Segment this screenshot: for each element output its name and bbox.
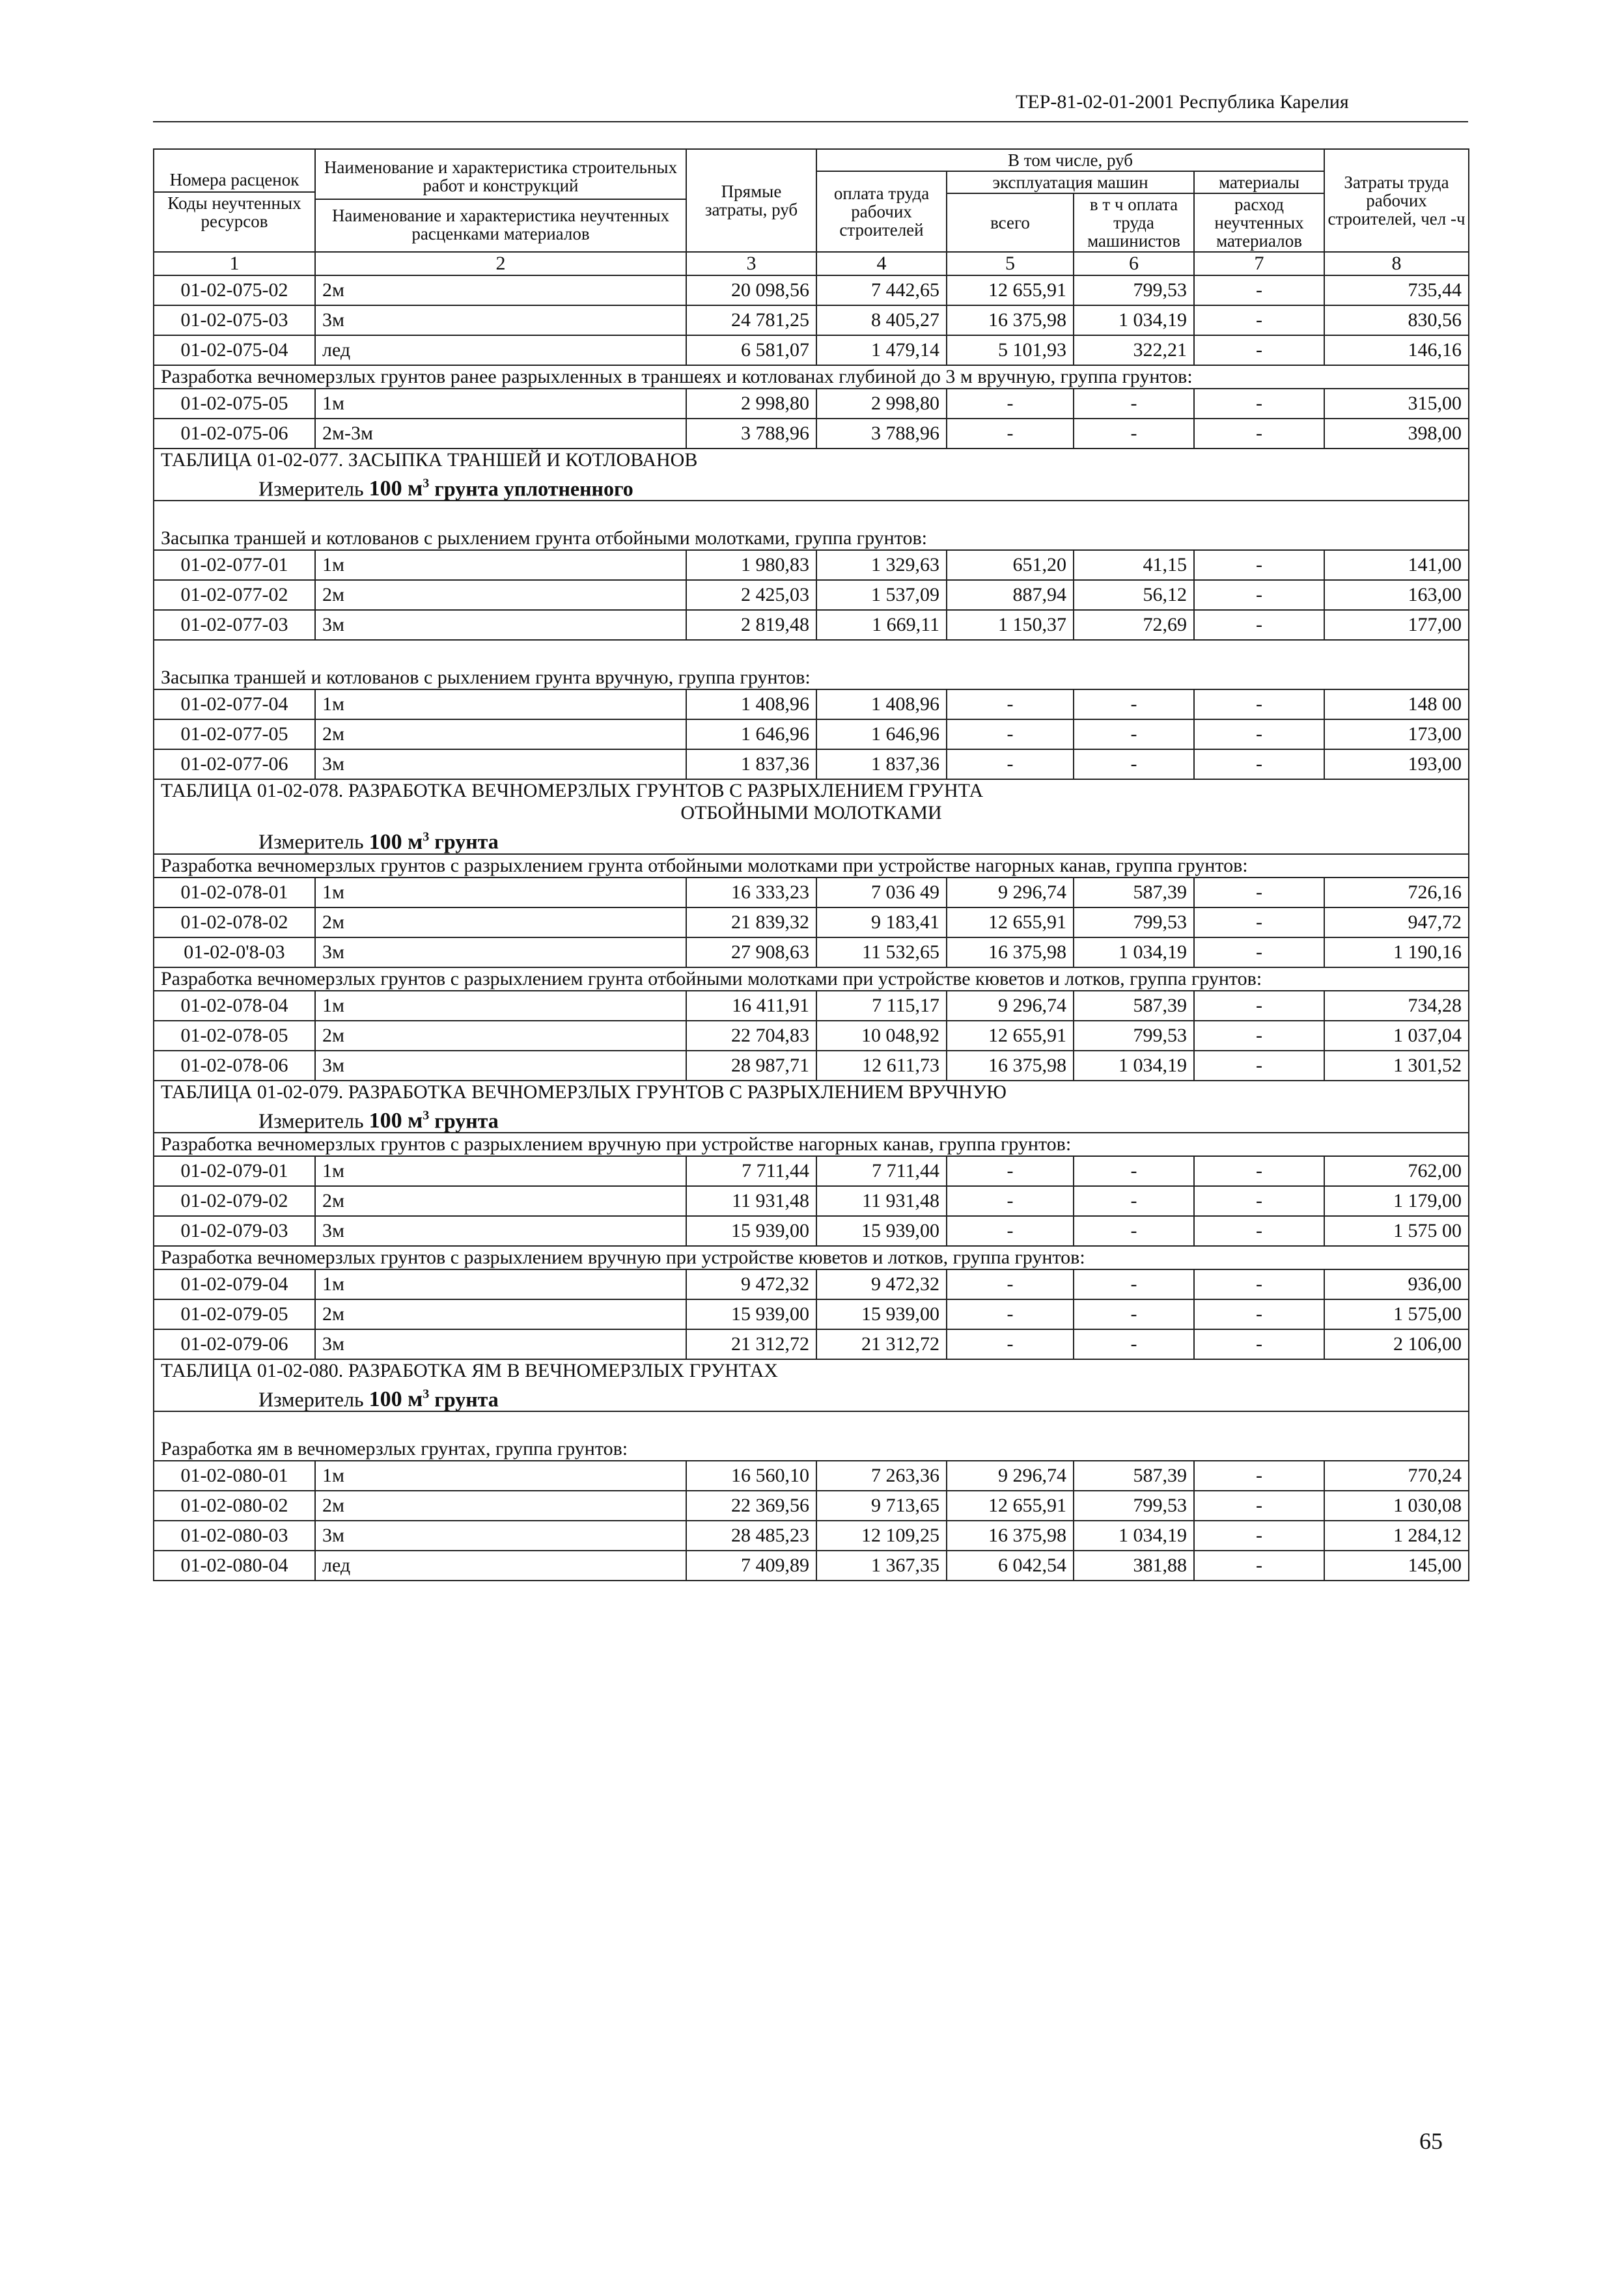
header-name: Наименование и характеристика строительных работ и конструкций Наименование и характеристика неучтенных расценками материалов [315,149,686,252]
table-title-text: ТАБЛИЦА 01-02-080. РАЗРАБОТКА ЯМ В ВЕЧНОМЕРЗЛЫХ ГРУНТАХ [161,1359,778,1381]
direct-costs-cell: 28 987,71 [686,1051,816,1081]
worker-pay-cell: 1 329,63 [816,550,947,580]
page-number: 65 [1419,2128,1443,2154]
direct-costs-cell: 22 704,83 [686,1021,816,1051]
table-row [154,1551,1469,1581]
machines-total-cell: 12 655,91 [947,275,1074,305]
worker-pay-cell: 12 109,25 [816,1521,947,1551]
material-use-cell: - [1194,1329,1324,1359]
work-name-cell: 1м [315,991,686,1021]
work-name-cell: 2м [315,719,686,749]
rate-code-cell: 01-02-0'8-03 [154,937,315,967]
work-name-cell: 3м [315,610,686,640]
table-row [154,550,1469,580]
labor-hours-cell: 315,00 [1324,389,1469,419]
table-title-text: ОТБОЙНЫМИ МОЛОТКАМИ [680,802,942,824]
rate-code-cell: 01-02-078-01 [154,878,315,907]
machines-total-cell: 16 375,98 [947,937,1074,967]
machinist-pay-cell: - [1074,719,1194,749]
machines-total-cell: 9 296,74 [947,1461,1074,1491]
worker-pay-cell: 8 405,27 [816,305,947,335]
direct-costs-cell: 11 931,48 [686,1186,816,1216]
table-title-text: ТАБЛИЦА 01-02-078. РАЗРАБОТКА ВЕЧНОМЕРЗЛЫХ ГРУНТОВ С РАЗРЫХЛЕНИЕМ ГРУНТА [161,780,984,802]
machines-total-cell: 12 655,91 [947,1021,1074,1051]
material-use-cell: - [1194,1156,1324,1186]
header-worker-pay: оплата труда рабочих строителей [816,171,947,252]
material-use-cell: - [1194,1521,1324,1551]
table-row [154,1156,1469,1186]
machinist-pay-cell: 799,53 [1074,1021,1194,1051]
direct-costs-cell: 2 819,48 [686,610,816,640]
machines-total-cell: 6 042,54 [947,1551,1074,1581]
labor-hours-cell: 1 284,12 [1324,1521,1469,1551]
labor-hours-cell: 1 575 00 [1324,1216,1469,1246]
machines-total-cell: 12 655,91 [947,907,1074,937]
material-use-cell: - [1194,1051,1324,1081]
worker-pay-cell: 21 312,72 [816,1329,947,1359]
direct-costs-cell: 24 781,25 [686,305,816,335]
machines-total-cell: 9 296,74 [947,991,1074,1021]
table-row [154,1461,1469,1491]
machines-total-cell: - [947,1269,1074,1299]
worker-pay-cell: 1 537,09 [816,580,947,610]
direct-costs-cell: 15 939,00 [686,1299,816,1329]
labor-hours-cell: 1 037,04 [1324,1021,1469,1051]
rate-code-cell: 01-02-079-06 [154,1329,315,1359]
material-use-cell: - [1194,937,1324,967]
section-heading: Засыпка траншей и котлованов с рыхлением грунта вручную, группа грунтов: [154,640,1469,689]
machines-total-cell: - [947,749,1074,779]
material-use-cell: - [1194,749,1324,779]
table-row [154,719,1469,749]
direct-costs-cell: 21 839,32 [686,907,816,937]
labor-hours-cell: 1 030,08 [1324,1491,1469,1521]
worker-pay-cell: 1 646,96 [816,719,947,749]
running-head: ТЕР-81-02-01-2001 Республика Карелия [1016,91,1349,113]
direct-costs-cell: 20 098,56 [686,275,816,305]
direct-costs-cell: 27 908,63 [686,937,816,967]
direct-costs-cell: 1 837,36 [686,749,816,779]
table-title-text: ТАБЛИЦА 01-02-079. РАЗРАБОТКА ВЕЧНОМЕРЗЛЫХ ГРУНТОВ С РАЗРЫХЛЕНИЕМ ВРУЧНУЮ [161,1081,1007,1103]
direct-costs-cell: 16 411,91 [686,991,816,1021]
section-heading: Разработка вечномерзлых грунтов с разрыхлением вручную при устройстве нагорных канав, группа грунтов: [154,1133,1469,1156]
worker-pay-cell: 11 532,65 [816,937,947,967]
labor-hours-cell: 163,00 [1324,580,1469,610]
machinist-pay-cell: 41,15 [1074,550,1194,580]
table-title [154,1081,1469,1133]
rate-code-cell: 01-02-077-04 [154,689,315,719]
column-index: 6 [1074,252,1194,275]
labor-hours-cell: 148 00 [1324,689,1469,719]
labor-hours-cell: 770,24 [1324,1461,1469,1491]
table-row [154,1269,1469,1299]
column-index: 2 [315,252,686,275]
labor-hours-cell: 141,00 [1324,550,1469,580]
table-row [154,1299,1469,1329]
work-name-cell: 2м-3м [315,419,686,449]
work-name-cell: 2м [315,1021,686,1051]
material-use-cell: - [1194,419,1324,449]
worker-pay-cell: 1 367,35 [816,1551,947,1581]
column-index: 4 [816,252,947,275]
section-heading: Разработка вечномерзлых грунтов ранее разрыхленных в траншеях и котлованах глубиной до 3 м вручную, группа грунтов: [154,365,1469,389]
rate-code-cell: 01-02-075-02 [154,275,315,305]
column-index: 1 [154,252,315,275]
labor-hours-cell: 830,56 [1324,305,1469,335]
table-row [154,335,1469,365]
machinist-pay-cell: 56,12 [1074,580,1194,610]
table-row [154,1216,1469,1246]
machinist-pay-cell: - [1074,1186,1194,1216]
direct-costs-cell: 1 646,96 [686,719,816,749]
machines-total-cell: 9 296,74 [947,878,1074,907]
header-labor: Затраты труда рабочих строителей, чел -ч [1324,149,1469,252]
table-row [154,878,1469,907]
direct-costs-cell: 1 408,96 [686,689,816,719]
rate-code-cell: 01-02-078-02 [154,907,315,937]
labor-hours-cell: 947,72 [1324,907,1469,937]
table-row [154,1329,1469,1359]
work-name-cell: 2м [315,1186,686,1216]
material-use-cell: - [1194,1299,1324,1329]
header-machines-total: всего [947,193,1074,252]
machines-total-cell: - [947,1156,1074,1186]
column-index: 7 [1194,252,1324,275]
column-index: 5 [947,252,1074,275]
header-direct-costs: Прямые затраты, руб [686,149,816,252]
work-name-cell: 3м [315,1051,686,1081]
machines-total-cell: 5 101,93 [947,335,1074,365]
work-name-cell: 2м [315,275,686,305]
table-row [154,1051,1469,1081]
machinist-pay-cell: - [1074,1269,1194,1299]
labor-hours-cell: 193,00 [1324,749,1469,779]
material-use-cell: - [1194,305,1324,335]
labor-hours-cell: 173,00 [1324,719,1469,749]
section-heading: Разработка ям в вечномерзлых грунтах, группа грунтов: [154,1411,1469,1461]
machinist-pay-cell: 1 034,19 [1074,1051,1194,1081]
machinist-pay-cell: 1 034,19 [1074,937,1194,967]
machinist-pay-cell: - [1074,689,1194,719]
worker-pay-cell: 9 183,41 [816,907,947,937]
material-use-cell: - [1194,878,1324,907]
machinist-pay-cell: 1 034,19 [1074,1521,1194,1551]
direct-costs-cell: 1 980,83 [686,550,816,580]
work-name-cell: 3м [315,1216,686,1246]
direct-costs-cell: 16 560,10 [686,1461,816,1491]
machinist-pay-cell: - [1074,1156,1194,1186]
rate-code-cell: 01-02-075-04 [154,335,315,365]
work-name-cell: 3м [315,305,686,335]
direct-costs-cell: 6 581,07 [686,335,816,365]
work-name-cell: 2м [315,907,686,937]
material-use-cell: - [1194,550,1324,580]
table-row [154,1186,1469,1216]
direct-costs-cell: 16 333,23 [686,878,816,907]
material-use-cell: - [1194,719,1324,749]
material-use-cell: - [1194,907,1324,937]
worker-pay-cell: 7 711,44 [816,1156,947,1186]
work-name-cell: 1м [315,1461,686,1491]
labor-hours-cell: 2 106,00 [1324,1329,1469,1359]
machinist-pay-cell: 799,53 [1074,275,1194,305]
measurement-unit: Измеритель 100 $м^3$ грунта [258,1387,499,1412]
worker-pay-cell: 12 611,73 [816,1051,947,1081]
work-name-cell: 2м [315,580,686,610]
material-use-cell: - [1194,1461,1324,1491]
direct-costs-cell: 22 369,56 [686,1491,816,1521]
machinist-pay-cell: 799,53 [1074,1491,1194,1521]
table-title-text: ТАБЛИЦА 01-02-077. ЗАСЫПКА ТРАНШЕЙ И КОТЛОВАНОВ [161,449,698,471]
labor-hours-cell: 145,00 [1324,1551,1469,1581]
material-use-cell: - [1194,1491,1324,1521]
table-row [154,1521,1469,1551]
rate-code-cell: 01-02-079-05 [154,1299,315,1329]
material-use-cell: - [1194,1021,1324,1051]
section-heading: Засыпка траншей и котлованов с рыхлением грунта отбойными молотками, группа грунтов: [154,501,1469,550]
labor-hours-cell: 734,28 [1324,991,1469,1021]
work-name-cell: 3м [315,1521,686,1551]
table-title [154,1359,1469,1411]
header-materials: материалы [1194,171,1324,193]
machines-total-cell: - [947,719,1074,749]
header-machines: эксплуатация машин [947,171,1194,193]
worker-pay-cell: 9 713,65 [816,1491,947,1521]
direct-costs-cell: 3 788,96 [686,419,816,449]
table-title [154,449,1469,501]
material-use-cell: - [1194,580,1324,610]
worker-pay-cell: 7 442,65 [816,275,947,305]
work-name-cell: лед [315,1551,686,1581]
section-heading: Разработка вечномерзлых грунтов с разрыхлением грунта отбойными молотками при устройстве кюветов и лотков, группа грунтов: [154,967,1469,991]
worker-pay-cell: 10 048,92 [816,1021,947,1051]
labor-hours-cell: 936,00 [1324,1269,1469,1299]
machinist-pay-cell: - [1074,1329,1194,1359]
header-rule [153,121,1468,122]
section-heading: Разработка вечномерзлых грунтов с разрыхлением грунта отбойными молотками при устройстве нагорных канав, группа грунтов: [154,854,1469,878]
worker-pay-cell: 9 472,32 [816,1269,947,1299]
worker-pay-cell: 15 939,00 [816,1299,947,1329]
measurement-unit: Измеритель 100 $м^3$ грунта [258,1108,499,1133]
rate-code-cell: 01-02-077-01 [154,550,315,580]
material-use-cell: - [1194,1269,1324,1299]
rate-code-cell: 01-02-080-03 [154,1521,315,1551]
worker-pay-cell: 2 998,80 [816,389,947,419]
material-use-cell: - [1194,689,1324,719]
table-row [154,580,1469,610]
rate-code-cell: 01-02-079-01 [154,1156,315,1186]
table-row [154,305,1469,335]
machines-total-cell: - [947,1216,1074,1246]
header-codes: Номера расценок Коды неучтенных ресурсов [154,149,315,252]
machinist-pay-cell: - [1074,1299,1194,1329]
rate-code-cell: 01-02-077-05 [154,719,315,749]
table-row [154,937,1469,967]
work-name-cell: 2м [315,1299,686,1329]
machinist-pay-cell: - [1074,1216,1194,1246]
machinist-pay-cell: 587,39 [1074,991,1194,1021]
rate-code-cell: 01-02-077-03 [154,610,315,640]
work-name-cell: 3м [315,937,686,967]
labor-hours-cell: 1 301,52 [1324,1051,1469,1081]
machines-total-cell: - [947,1186,1074,1216]
column-index: 8 [1324,252,1469,275]
work-name-cell: 1м [315,878,686,907]
table-row [154,689,1469,719]
machines-total-cell: 651,20 [947,550,1074,580]
machines-total-cell: - [947,419,1074,449]
machines-total-cell: 16 375,98 [947,1521,1074,1551]
rate-code-cell: 01-02-079-03 [154,1216,315,1246]
machinist-pay-cell: 587,39 [1074,1461,1194,1491]
machines-total-cell: 16 375,98 [947,305,1074,335]
rate-code-cell: 01-02-075-06 [154,419,315,449]
machinist-pay-cell: 799,53 [1074,907,1194,937]
work-name-cell: 2м [315,1491,686,1521]
machinist-pay-cell: 381,88 [1074,1551,1194,1581]
worker-pay-cell: 1 669,11 [816,610,947,640]
machinist-pay-cell: - [1074,419,1194,449]
labor-hours-cell: 177,00 [1324,610,1469,640]
table-row [154,610,1469,640]
section-heading: Разработка вечномерзлых грунтов с разрыхлением вручную при устройстве кюветов и лотков, группа грунтов: [154,1246,1469,1269]
labor-hours-cell: 735,44 [1324,275,1469,305]
labor-hours-cell: 726,16 [1324,878,1469,907]
measurement-unit: Измеритель 100 $м^3$ грунта [258,829,499,854]
table-row [154,991,1469,1021]
work-name-cell: 1м [315,389,686,419]
material-use-cell: - [1194,335,1324,365]
machines-total-cell: 887,94 [947,580,1074,610]
work-name-cell: 1м [315,689,686,719]
machines-total-cell: - [947,389,1074,419]
rate-code-cell: 01-02-080-02 [154,1491,315,1521]
worker-pay-cell: 3 788,96 [816,419,947,449]
rate-code-cell: 01-02-079-04 [154,1269,315,1299]
machinist-pay-cell: 587,39 [1074,878,1194,907]
worker-pay-cell: 7 036 49 [816,878,947,907]
material-use-cell: - [1194,275,1324,305]
header-material-use: расход неучтенных материалов [1194,193,1324,252]
machines-total-cell: - [947,689,1074,719]
machines-total-cell: 16 375,98 [947,1051,1074,1081]
labor-hours-cell: 1 575,00 [1324,1299,1469,1329]
material-use-cell: - [1194,389,1324,419]
measurement-unit: Измеритель 100 $м^3$ грунта уплотненного [258,477,633,501]
rate-code-cell: 01-02-079-02 [154,1186,315,1216]
direct-costs-cell: 2 425,03 [686,580,816,610]
work-name-cell: 1м [315,1156,686,1186]
rate-code-cell: 01-02-077-02 [154,580,315,610]
rate-code-cell: 01-02-075-05 [154,389,315,419]
direct-costs-cell: 9 472,32 [686,1269,816,1299]
machines-total-cell: 1 150,37 [947,610,1074,640]
material-use-cell: - [1194,991,1324,1021]
rate-code-cell: 01-02-080-01 [154,1461,315,1491]
rates-table [153,148,1469,1581]
table-row [154,1021,1469,1051]
work-name-cell: лед [315,335,686,365]
rate-code-cell: 01-02-080-04 [154,1551,315,1581]
work-name-cell: 1м [315,1269,686,1299]
direct-costs-cell: 7 711,44 [686,1156,816,1186]
labor-hours-cell: 762,00 [1324,1156,1469,1186]
labor-hours-cell: 398,00 [1324,419,1469,449]
labor-hours-cell: 1 190,16 [1324,937,1469,967]
table-row [154,1491,1469,1521]
material-use-cell: - [1194,610,1324,640]
worker-pay-cell: 1 408,96 [816,689,947,719]
labor-hours-cell: 1 179,00 [1324,1186,1469,1216]
machinist-pay-cell: 1 034,19 [1074,305,1194,335]
worker-pay-cell: 15 939,00 [816,1216,947,1246]
worker-pay-cell: 11 931,48 [816,1186,947,1216]
worker-pay-cell: 1 479,14 [816,335,947,365]
rate-code-cell: 01-02-078-05 [154,1021,315,1051]
material-use-cell: - [1194,1186,1324,1216]
table-row [154,419,1469,449]
machines-total-cell: - [947,1329,1074,1359]
work-name-cell: 3м [315,1329,686,1359]
work-name-cell: 3м [315,749,686,779]
rate-code-cell: 01-02-075-03 [154,305,315,335]
machinist-pay-cell: - [1074,389,1194,419]
machinist-pay-cell: 72,69 [1074,610,1194,640]
rate-code-cell: 01-02-078-04 [154,991,315,1021]
table-row [154,275,1469,305]
direct-costs-cell: 15 939,00 [686,1216,816,1246]
direct-costs-cell: 28 485,23 [686,1521,816,1551]
direct-costs-cell: 21 312,72 [686,1329,816,1359]
rate-code-cell: 01-02-078-06 [154,1051,315,1081]
column-index: 3 [686,252,816,275]
worker-pay-cell: 7 263,36 [816,1461,947,1491]
table-title [154,779,1469,853]
material-use-cell: - [1194,1551,1324,1581]
machines-total-cell: - [947,1299,1074,1329]
direct-costs-cell: 7 409,89 [686,1551,816,1581]
work-name-cell: 1м [315,550,686,580]
machinist-pay-cell: - [1074,749,1194,779]
table-row [154,907,1469,937]
table-row [154,749,1469,779]
header-including: В том числе, руб [816,149,1324,171]
machines-total-cell: 12 655,91 [947,1491,1074,1521]
labor-hours-cell: 146,16 [1324,335,1469,365]
material-use-cell: - [1194,1216,1324,1246]
table-row [154,389,1469,419]
machinist-pay-cell: 322,21 [1074,335,1194,365]
direct-costs-cell: 2 998,80 [686,389,816,419]
header-machinist-pay: в т ч оплата труда машинистов [1074,193,1194,252]
worker-pay-cell: 7 115,17 [816,991,947,1021]
worker-pay-cell: 1 837,36 [816,749,947,779]
rate-code-cell: 01-02-077-06 [154,749,315,779]
